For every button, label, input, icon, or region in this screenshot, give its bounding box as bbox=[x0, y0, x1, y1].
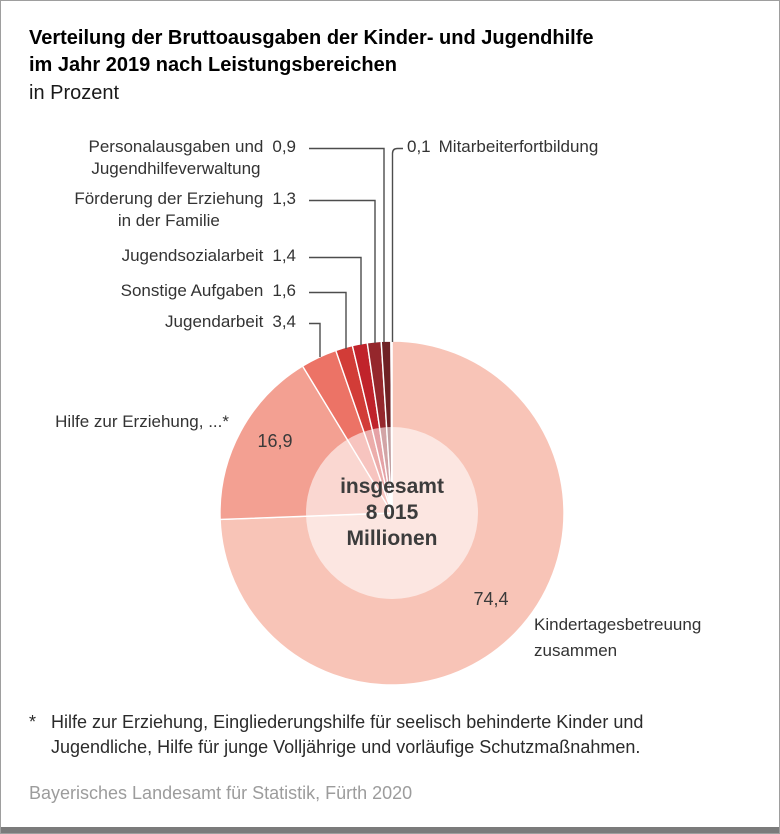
leader-line-foerderung bbox=[309, 201, 375, 344]
leader-line-sonstige-aufgaben bbox=[309, 293, 346, 350]
title-line-1: Verteilung der Bruttoausgaben der Kinder- und Jugendhilfe bbox=[29, 27, 594, 49]
annotation-mitarbeiterfortbildung bbox=[407, 136, 598, 158]
center-label-line3: Millionen bbox=[346, 527, 438, 550]
annotation-label: Jugendsozialarbeit bbox=[121, 246, 264, 265]
annotation-personalausgaben bbox=[88, 136, 296, 180]
center-label-line1: insgesamt bbox=[340, 475, 444, 498]
chart-subtitle: in Prozent bbox=[29, 82, 120, 104]
annotation-kindertagesbetreuung: Kindertagesbetreuung zusammen bbox=[534, 615, 702, 660]
leader-line-jugendarbeit bbox=[309, 324, 320, 358]
annotation-sonstige-aufgaben bbox=[121, 280, 296, 302]
annotation-hilfe-zur-erziehung: Hilfe zur Erziehung, ...* bbox=[55, 412, 229, 431]
bottom-accent-bar bbox=[1, 827, 779, 833]
source-credit: Bayerisches Landesamt für Statistik, Fürth 2020 bbox=[29, 783, 413, 803]
annotation-label: Mitarbeiterfortbildung bbox=[438, 137, 599, 156]
footnote-marker: * bbox=[29, 712, 37, 732]
title-line-2: im Jahr 2019 nach Leistungsbereichen bbox=[29, 54, 397, 76]
annotation-value: 1,4 bbox=[272, 246, 296, 265]
annotation-value: 1,6 bbox=[272, 281, 296, 300]
leader-line-mitarbeiterfortbildung bbox=[393, 149, 404, 343]
annotation-label: Jugendarbeit bbox=[165, 312, 264, 331]
annotation-jugendarbeit bbox=[165, 311, 296, 333]
annotation-value: 3,4 bbox=[272, 312, 296, 331]
annotation-foerderung bbox=[74, 188, 296, 232]
slice-value-hilfe-zur-erziehung: 16,9 bbox=[257, 431, 293, 451]
center-label-line2: 8 015 bbox=[365, 501, 419, 524]
footnote bbox=[29, 710, 739, 760]
annotation-jugendsozialarbeit bbox=[122, 245, 296, 267]
leader-line-jugendsozialarbeit bbox=[309, 258, 361, 346]
slice-value-kindertagesbetreuung: 74,4 bbox=[473, 589, 509, 609]
annotation-label: Förderung der Erziehung in der Familie bbox=[74, 189, 264, 230]
footnote-text: Hilfe zur Erziehung, Eingliederungshilfe für seelisch behinderte Kinder und Jugendliche, Hilfe für junge Volljährige und vorläufige Schutzmaßnahmen. bbox=[51, 712, 644, 757]
annotation-label: Sonstige Aufgaben bbox=[120, 281, 264, 300]
annotation-label: Personalausgaben und Jugendhilfeverwaltung bbox=[88, 137, 264, 178]
donut-center-label bbox=[292, 474, 492, 552]
annotation-value: 0,1 bbox=[407, 137, 431, 156]
annotation-value: 1,3 bbox=[272, 189, 296, 208]
annotation-value: 0,9 bbox=[272, 137, 296, 156]
